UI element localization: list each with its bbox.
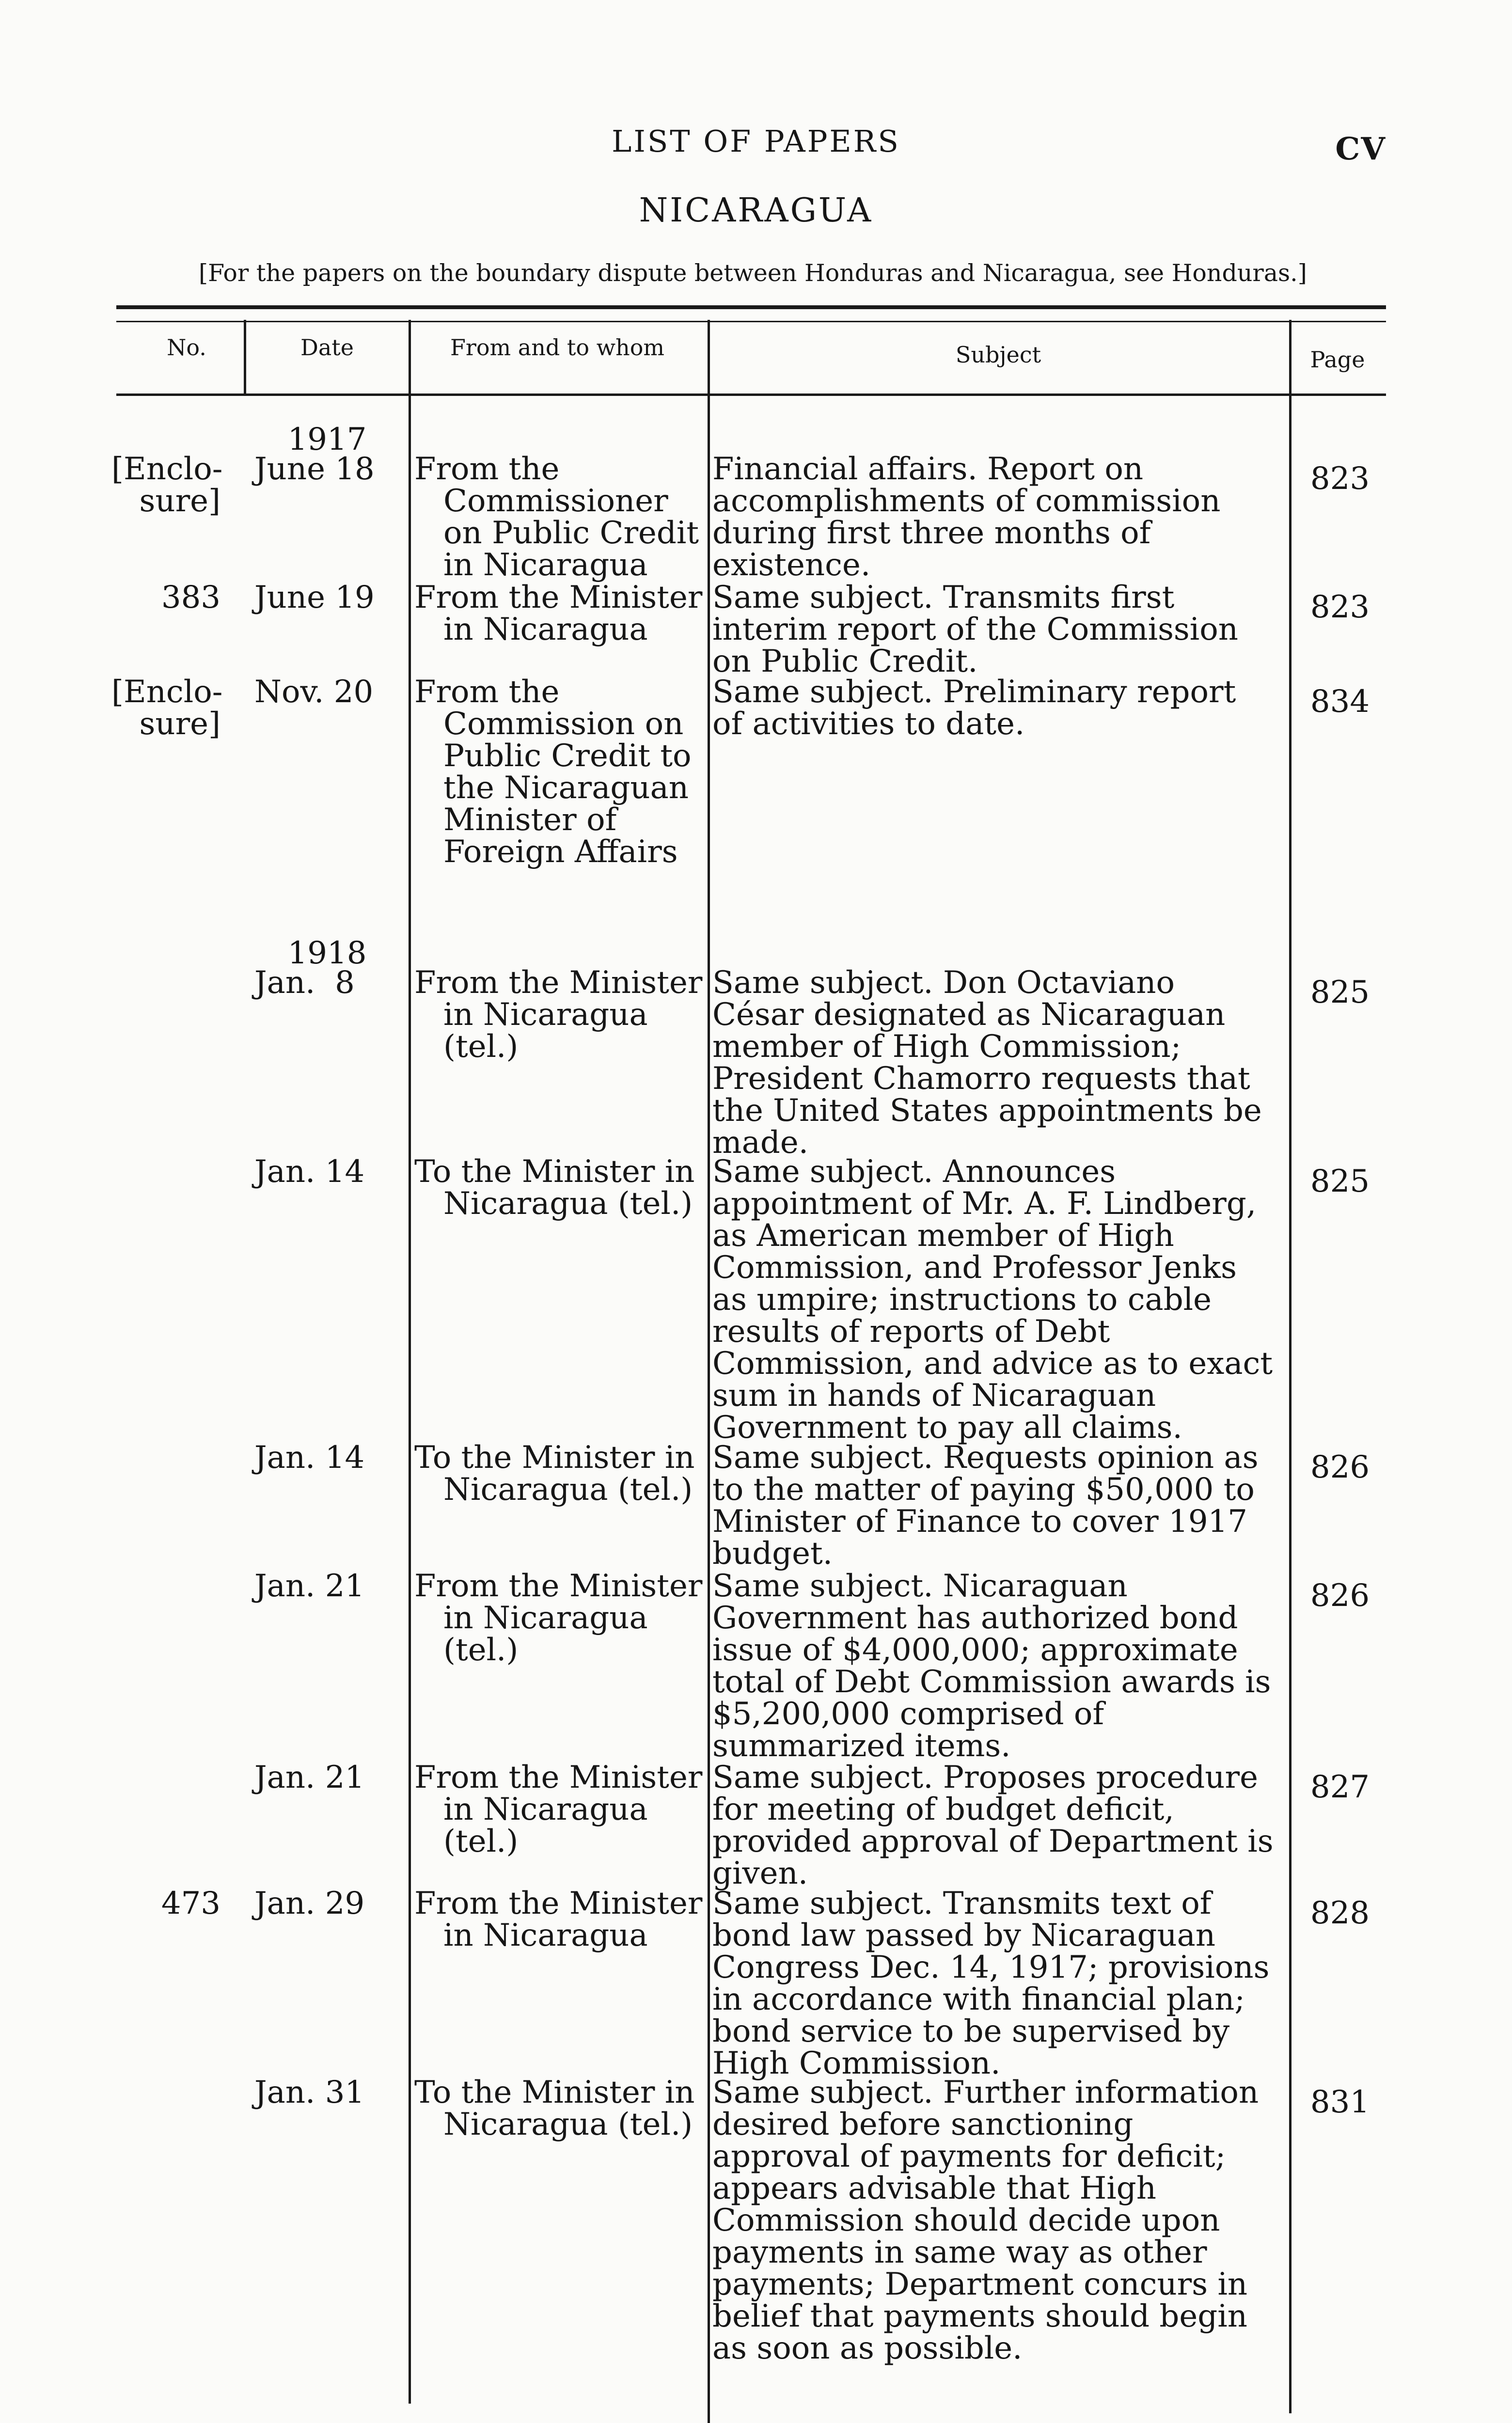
row-2-date: June 19 [254, 580, 375, 615]
row-4-page: 825 [1310, 975, 1370, 1010]
row-8-date: Jan. 21 [254, 1760, 365, 1795]
row-10-page: 831 [1310, 2084, 1370, 2120]
row-4-from: From the Minister in Nicaragua (tel.) [414, 965, 703, 1065]
row-6-subject: Same subject. Requests opinion as to the matter of paying $50,000 to Minister of Finance to cover 1917 budget. [712, 1440, 1259, 1572]
row-7-from: From the Minister in Nicaragua (tel.) [414, 1568, 703, 1668]
column-divider [244, 320, 246, 395]
row-2-no: 383 [161, 580, 220, 615]
column-header-no: No. [167, 334, 206, 361]
page-folio: CV [1335, 131, 1386, 167]
row-1-from: From the Commissioner on Public Credit in Nicaragua [414, 451, 699, 583]
cross-reference-note: [For the papers on the boundary dispute between Honduras and Nicaragua, see Honduras.] [199, 259, 1307, 287]
row-8-page: 827 [1310, 1769, 1370, 1805]
row-5-subject: Same subject. Announces appointment of Mr. A. F. Lindberg, as American member of High Commission, and Professor Jenks as umpire; instructions to cable results of reports of Debt Commission, and advice as to exact sum in hands of Nicaraguan Government to pay all claims. [712, 1154, 1273, 1446]
row-9-subject: Same subject. Transmits text of bond law passed by Nicaraguan Congress Dec. 14, 1917; provisions in accordance with financial plan; bond service to be supervised by High Commission. [712, 1886, 1270, 2081]
row-6-date: Jan. 14 [254, 1440, 365, 1476]
row-6-from: To the Minister in Nicaragua (tel.) [414, 1440, 695, 1508]
row-3-from: From the Commission on Public Credit to the Nicaraguan Minister of Foreign Affairs [414, 674, 692, 870]
row-1-subject: Financial affairs. Report on accomplishments of commission during first three months of existence. [712, 451, 1221, 583]
column-header-subject: Subject [955, 342, 1041, 368]
column-divider [1289, 320, 1292, 2413]
row-9-page: 828 [1310, 1895, 1370, 1931]
row-3-no: [Enclo- sure] [111, 674, 223, 742]
row-8-subject: Same subject. Proposes procedure for meeting of budget deficit, provided approval of Department is given. [712, 1760, 1274, 1891]
column-header-page: Page [1310, 346, 1365, 373]
row-4-subject: Same subject. Don Octaviano César designated as Nicaraguan member of High Commission; President Chamorro requests that the United States appointments be made. [712, 965, 1262, 1161]
row-2-page: 823 [1310, 589, 1370, 625]
column-header-from: From and to whom [450, 334, 665, 361]
row-10-date: Jan. 31 [254, 2075, 365, 2110]
row-7-page: 826 [1310, 1578, 1370, 1614]
row-3-page: 834 [1310, 684, 1370, 720]
row-9-no: 473 [161, 1886, 220, 1921]
row-2-from: From the Minister in Nicaragua [414, 580, 703, 647]
row-2-subject: Same subject. Transmits first interim report of the Commission on Public Credit. [712, 580, 1238, 679]
row-9-from: From the Minister in Nicaragua [414, 1886, 703, 1953]
table-top-rule-thin [116, 321, 1386, 322]
row-5-from: To the Minister in Nicaragua (tel.) [414, 1154, 695, 1222]
row-7-date: Jan. 21 [254, 1568, 365, 1604]
table-top-rule [116, 305, 1386, 309]
year-label: 1918 [287, 935, 367, 971]
row-7-subject: Same subject. Nicaraguan Government has authorized bond issue of $4,000,000; approximate total of Debt Commission awards is $5,200,000 comprised of summarized items. [712, 1568, 1271, 1764]
row-8-from: From the Minister in Nicaragua (tel.) [414, 1760, 703, 1859]
header-rule [116, 393, 1386, 396]
row-9-date: Jan. 29 [254, 1886, 365, 1921]
column-divider [409, 320, 411, 2404]
year-label: 1917 [287, 422, 367, 457]
row-3-subject: Same subject. Preliminary report of activities to date. [712, 674, 1236, 742]
row-4-date: Jan. 8 [254, 965, 355, 1001]
column-header-date: Date [300, 334, 354, 361]
row-5-page: 825 [1310, 1164, 1370, 1199]
running-title: LIST OF PAPERS [612, 124, 900, 159]
row-3-date: Nov. 20 [254, 674, 374, 710]
row-10-from: To the Minister in Nicaragua (tel.) [414, 2075, 695, 2142]
row-1-no: [Enclo- sure] [111, 451, 223, 519]
row-6-page: 826 [1310, 1449, 1370, 1485]
section-title: NICARAGUA [639, 191, 873, 230]
row-5-date: Jan. 14 [254, 1154, 365, 1190]
row-1-page: 823 [1310, 461, 1370, 497]
row-1-date: June 18 [254, 451, 375, 487]
row-10-subject: Same subject. Further information desired before sanctioning approval of payments for deficit; appears advisable that High Commission should decide upon payments in same way as other payments; Department concurs in belief that payments should begin as soon as possible. [712, 2075, 1259, 2366]
